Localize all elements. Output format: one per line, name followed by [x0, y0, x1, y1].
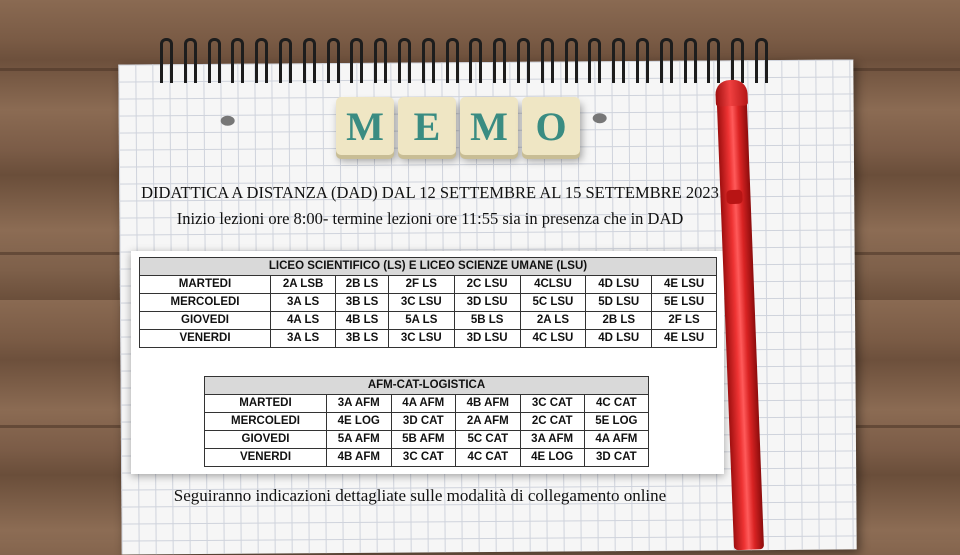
spiral-coil: [303, 38, 316, 83]
spiral-coil: [684, 38, 697, 83]
class-cell: 5A LS: [388, 312, 454, 330]
liceo-row: [140, 312, 717, 330]
spiral-coil: [374, 38, 387, 83]
schedule-hours: Inizio lezioni ore 8:00- termine lezioni ore 11:55 sia in presenza che in DAD: [176, 209, 684, 228]
spiral-coil: [612, 38, 625, 83]
spiral-coil: [160, 38, 173, 83]
class-cell: 5E LSU: [652, 294, 717, 312]
class-cell: 5D LSU: [586, 294, 652, 312]
class-cell: 3C CAT: [520, 395, 584, 413]
class-cell: 2F LS: [652, 312, 717, 330]
spiral-coil: [588, 38, 601, 83]
spiral-coil: [469, 38, 482, 83]
spiral-coil: [446, 38, 459, 83]
memo-tile: O: [522, 97, 580, 155]
notepad-hole: [221, 116, 235, 126]
class-cell: 3D LSU: [454, 294, 520, 312]
class-cell: 3B LS: [336, 294, 389, 312]
day-cell: GIOVEDI: [140, 312, 271, 330]
day-cell: MARTEDI: [205, 395, 327, 413]
class-cell: 4C CAT: [456, 449, 521, 467]
afm-table-body: [205, 395, 649, 467]
class-cell: 3A AFM: [327, 395, 392, 413]
pen-cap: [715, 79, 748, 106]
afm-row: [205, 413, 649, 431]
class-cell: 3C LSU: [388, 330, 454, 348]
day-cell: MERCOLEDI: [205, 413, 327, 431]
class-cell: 2B LS: [586, 312, 652, 330]
schedule-sheet: [131, 251, 724, 474]
day-cell: VENERDI: [205, 449, 327, 467]
spiral-coil: [279, 38, 292, 83]
afm-table-title: AFM-CAT-LOGISTICA: [205, 377, 649, 395]
spiral-coil: [517, 38, 530, 83]
class-cell: 2C CAT: [520, 413, 584, 431]
class-cell: 3C CAT: [391, 449, 456, 467]
spiral-coil: [660, 38, 673, 83]
afm-row: [205, 395, 649, 413]
class-cell: 4B AFM: [456, 395, 521, 413]
spiral-coil: [398, 38, 411, 83]
class-cell: 2A LSB: [271, 276, 336, 294]
class-cell: 3A LS: [271, 294, 336, 312]
afm-row: [205, 449, 649, 467]
spiral-binding: [160, 38, 780, 88]
class-cell: 3D CAT: [584, 449, 648, 467]
class-cell: 4D LSU: [586, 276, 652, 294]
class-cell: 3A AFM: [520, 431, 584, 449]
class-cell: 4A AFM: [584, 431, 648, 449]
spiral-coil: [184, 38, 197, 83]
day-cell: VENERDI: [140, 330, 271, 348]
day-cell: MARTEDI: [140, 276, 271, 294]
memo-tile: M: [336, 97, 394, 155]
spiral-coil: [208, 38, 221, 83]
day-cell: MERCOLEDI: [140, 294, 271, 312]
spiral-coil: [636, 38, 649, 83]
spiral-coil: [541, 38, 554, 83]
memo-tiles: [336, 97, 580, 155]
afm-row: [205, 431, 649, 449]
spiral-coil: [422, 38, 435, 83]
class-cell: 3B LS: [336, 330, 389, 348]
liceo-row: [140, 330, 717, 348]
class-cell: 2A LS: [520, 312, 586, 330]
class-cell: 4A LS: [271, 312, 336, 330]
class-cell: 4B AFM: [327, 449, 392, 467]
liceo-row: [140, 294, 717, 312]
pen-band: [726, 190, 743, 205]
class-cell: 4E LSU: [652, 276, 717, 294]
spiral-coil: [565, 38, 578, 83]
class-cell: 4D LSU: [586, 330, 652, 348]
memo-tile: E: [398, 97, 456, 155]
class-cell: 5C LSU: [520, 294, 586, 312]
class-cell: 4E LOG: [520, 449, 584, 467]
class-cell: 4E LOG: [327, 413, 392, 431]
page-title: DIDATTICA A DISTANZA (DAD) DAL 12 SETTEMBRE AL 15 SETTEMBRE 2023: [141, 183, 719, 202]
spiral-coil: [493, 38, 506, 83]
class-cell: 3A LS: [271, 330, 336, 348]
class-cell: 5C CAT: [456, 431, 521, 449]
class-cell: 5E LOG: [584, 413, 648, 431]
spiral-coil: [731, 38, 744, 83]
spiral-coil: [755, 38, 768, 83]
class-cell: 4CLSU: [520, 276, 586, 294]
spiral-coil: [350, 38, 363, 83]
class-cell: 4B LS: [336, 312, 389, 330]
liceo-table-body: [140, 276, 717, 348]
class-cell: 5A AFM: [327, 431, 392, 449]
class-cell: 3D LSU: [454, 330, 520, 348]
class-cell: 4A AFM: [391, 395, 456, 413]
notepad-hole: [593, 113, 607, 123]
class-cell: 2F LS: [388, 276, 454, 294]
afm-table: [204, 376, 649, 467]
footer-note: Seguiranno indicazioni dettagliate sulle modalità di collegamento online: [173, 486, 667, 505]
class-cell: 3D CAT: [391, 413, 456, 431]
liceo-table: [139, 257, 717, 348]
memo-tile: M: [460, 97, 518, 155]
class-cell: 3C LSU: [388, 294, 454, 312]
class-cell: 5B AFM: [391, 431, 456, 449]
class-cell: 2A AFM: [456, 413, 521, 431]
liceo-table-title: LICEO SCIENTIFICO (LS) E LICEO SCIENZE UMANE (LSU): [140, 258, 717, 276]
day-cell: GIOVEDI: [205, 431, 327, 449]
spiral-coil: [707, 38, 720, 83]
class-cell: 2B LS: [336, 276, 389, 294]
class-cell: 4C CAT: [584, 395, 648, 413]
spiral-coil: [231, 38, 244, 83]
class-cell: 5B LS: [454, 312, 520, 330]
class-cell: 4E LSU: [652, 330, 717, 348]
spiral-coil: [327, 38, 340, 83]
class-cell: 2C LSU: [454, 276, 520, 294]
liceo-row: [140, 276, 717, 294]
spiral-coil: [255, 38, 268, 83]
class-cell: 4C LSU: [520, 330, 586, 348]
